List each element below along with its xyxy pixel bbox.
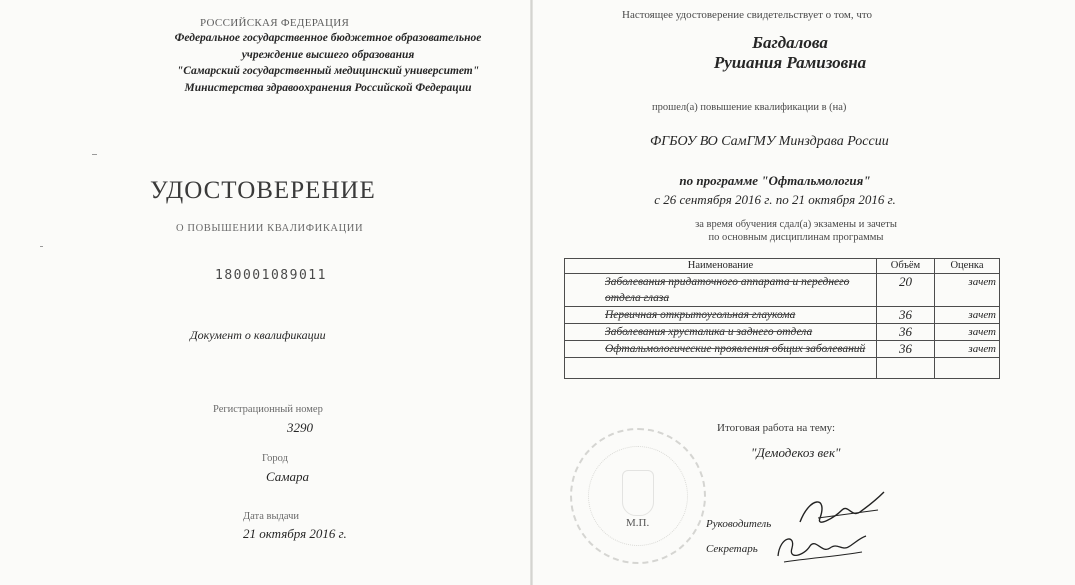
document-title: УДОСТОВЕРЕНИЕ bbox=[150, 177, 376, 204]
table-row-empty bbox=[565, 358, 1000, 379]
subject-name: Офтальмологические проявления общих заболеваний bbox=[565, 341, 877, 358]
recipient-given-names: Рушания Рамизовна bbox=[713, 53, 867, 72]
subject-hours: 36 bbox=[877, 324, 935, 341]
certificate-number: 180001089011 bbox=[215, 268, 327, 283]
country-heading: РОССИЙСКАЯ ФЕДЕРАЦИЯ bbox=[200, 17, 350, 29]
org-line: учреждение высшего образования bbox=[241, 48, 415, 61]
subject-hours: 20 bbox=[877, 274, 935, 307]
column-header-hours: Объём bbox=[877, 259, 935, 274]
registration-label: Регистрационный номер bbox=[213, 404, 323, 415]
exams-line: по основным дисциплинам программы bbox=[708, 232, 884, 243]
page-fold bbox=[530, 0, 533, 585]
secretary-signature bbox=[770, 526, 870, 570]
organization-name bbox=[128, 30, 528, 96]
document-subtitle: О ПОВЫШЕНИИ КВАЛИФИКАЦИИ bbox=[176, 223, 364, 234]
exams-text bbox=[676, 218, 916, 244]
registration-number: 3290 bbox=[287, 420, 313, 435]
subject-grade: зачет bbox=[935, 274, 1000, 307]
subject-hours: 36 bbox=[877, 341, 935, 358]
passed-text: прошел(а) повышение квалификации в (на) bbox=[652, 102, 847, 113]
table-row bbox=[565, 324, 1000, 341]
subject-hours: 36 bbox=[877, 307, 935, 324]
empty-cell bbox=[935, 358, 1000, 379]
subject-name: Заболевания придаточного аппарата и переднего отдела глаза bbox=[565, 274, 877, 307]
empty-cell bbox=[877, 358, 935, 379]
org-line: "Самарский государственный медицинский университет" bbox=[176, 65, 480, 77]
issue-date-label: Дата выдачи bbox=[243, 511, 300, 522]
seal-emblem-icon bbox=[622, 470, 654, 516]
table-header-row bbox=[565, 259, 1000, 274]
certifies-text: Настоящее удостоверение свидетельствует о том, что bbox=[622, 9, 873, 21]
subject-grade: зачет bbox=[935, 341, 1000, 358]
subject-name: Первичная открытоугольная глаукома bbox=[565, 307, 877, 324]
exams-line: за время обучения сдал(а) экзамены и зачеты bbox=[695, 219, 897, 230]
table-row bbox=[565, 274, 1000, 307]
city-value: Самара bbox=[266, 469, 310, 484]
recipient-surname: Багдалова bbox=[752, 33, 828, 52]
final-work-topic: "Демодекоз век" bbox=[751, 445, 841, 460]
document-type: Документ о квалификации bbox=[190, 328, 326, 342]
table-row bbox=[565, 341, 1000, 358]
scan-speck bbox=[92, 154, 97, 155]
head-label: Руководитель bbox=[706, 518, 772, 530]
subject-name: Заболевания хрусталика и заднего отдела bbox=[565, 324, 877, 341]
empty-cell bbox=[565, 358, 877, 379]
institution-name: ФГБОУ ВО СамГМУ Минздрава России bbox=[650, 134, 889, 149]
recipient-name bbox=[660, 33, 920, 73]
program-period: с 26 сентября 2016 г. по 21 октября 2016 г. bbox=[654, 192, 896, 207]
column-header-grade: Оценка bbox=[935, 259, 1000, 274]
final-work-label: Итоговая работа на тему: bbox=[717, 422, 836, 434]
subject-grade: зачет bbox=[935, 307, 1000, 324]
table-row bbox=[565, 307, 1000, 324]
subject-grade: зачет bbox=[935, 324, 1000, 341]
scan-speck bbox=[40, 246, 43, 247]
program-name: по программе "Офтальмология" bbox=[679, 173, 871, 188]
program-block bbox=[620, 171, 930, 209]
subjects-table bbox=[564, 258, 1000, 379]
org-line: Федеральное государственное бюджетное образовательное bbox=[174, 32, 482, 44]
secretary-label: Секретарь bbox=[706, 543, 758, 555]
org-line: Министерства здравоохранения Российской Федерации bbox=[184, 81, 472, 94]
city-label: Город bbox=[262, 453, 288, 464]
column-header-name: Наименование bbox=[565, 259, 877, 274]
seal-label: М.П. bbox=[626, 517, 650, 529]
issue-date-value: 21 октября 2016 г. bbox=[243, 526, 347, 541]
